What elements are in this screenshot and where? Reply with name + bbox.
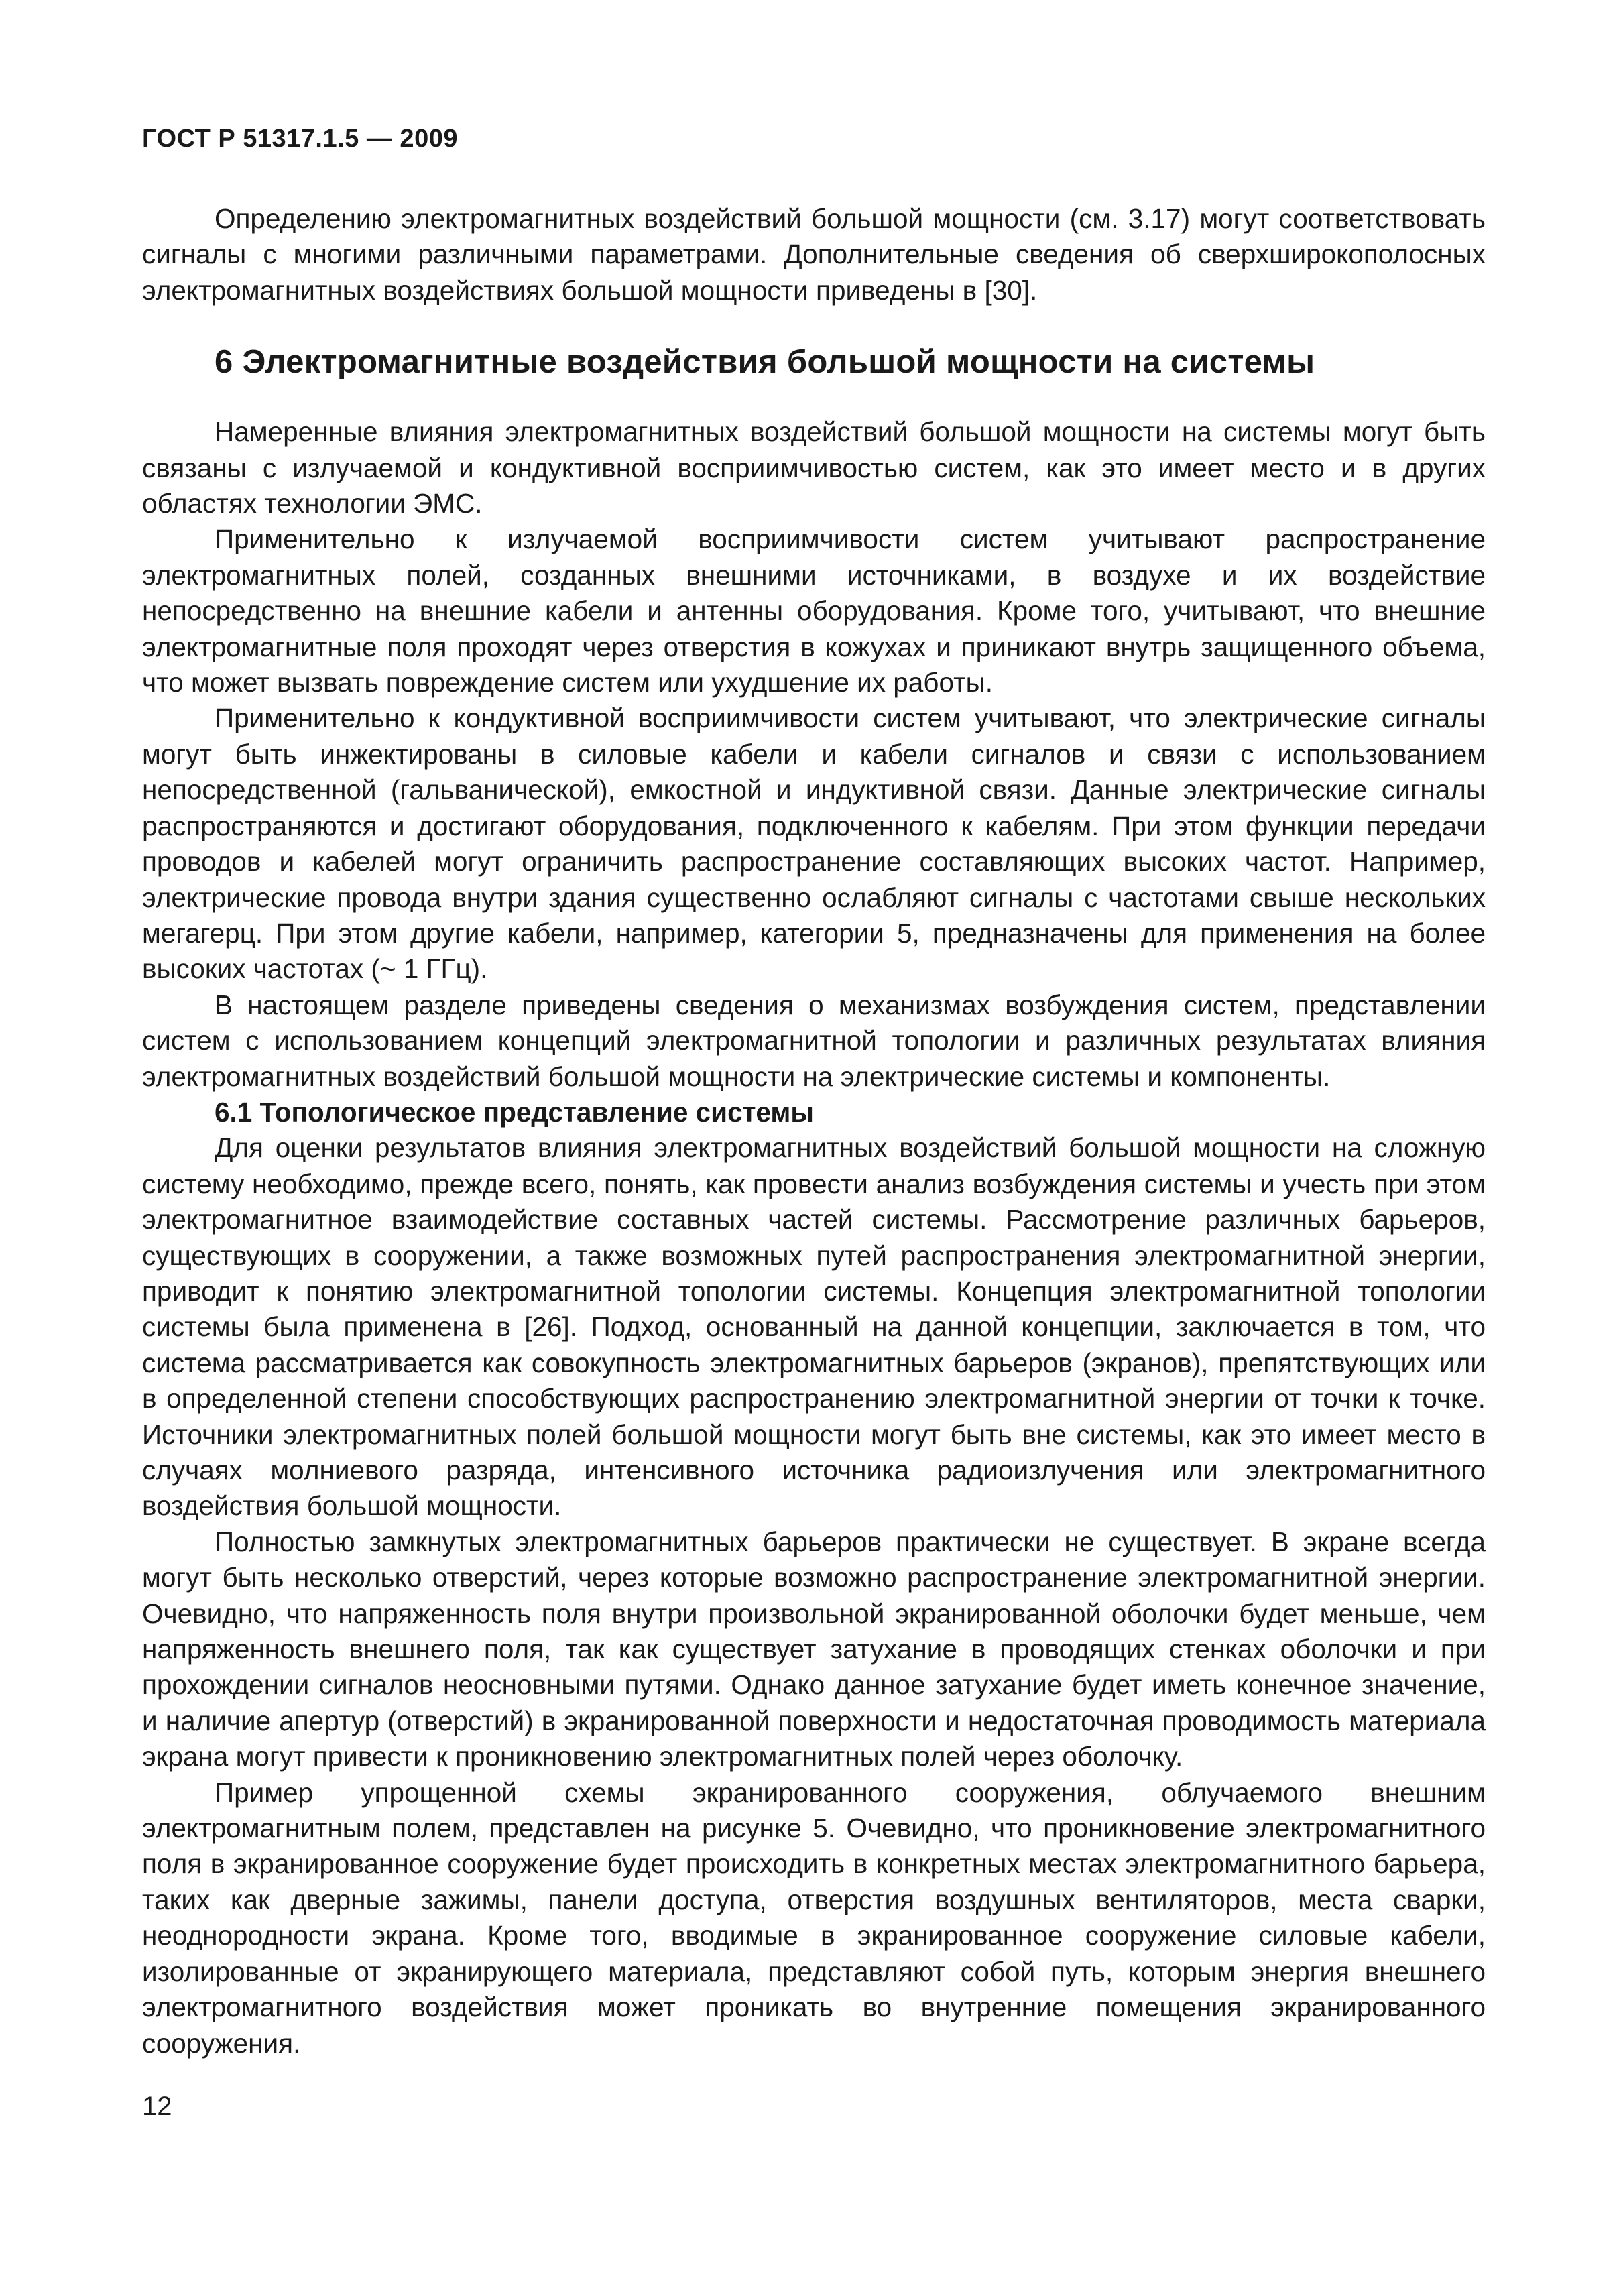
section-6-paragraph-4: В настоящем разделе приведены сведения о механизмах возбуждения систем, представлении систем с использованием концепций электромагнитной топологии и различных результатах влияния электромагнитных воздействий большой мощности на электрические системы и компоненты. [142,989,1486,1092]
section-6-paragraph-1: Намеренные влияния электромагнитных воздействий большой мощности на системы могут быть связаны с излучаемой и кондуктивной восприимчивостью систем, как это имеет место и в других областях технологии ЭМС. [142,416,1486,520]
section-6-heading: 6 Электромагнитные воздействия большой мощности на системы [215,344,1315,381]
document-code-header: ГОСТ Р 51317.1.5 — 2009 [142,125,458,153]
section-6-1-paragraph-3: Пример упрощенной схемы экранированного сооружения, облучаемого внешним электромагнитным полем, представлен на рисунке 5. Очевидно, что проникновение электромагнитного поля в экранированное сооружение будет происходить в конкретных местах электромагнитного барьера, таких как дверные зажимы, панели доступа, отверстия воздушных вентиляторов, места сварки, неоднородности экрана. Кроме того, вводимые в экранированное сооружение силовые кабели, изолированные от экранирующего материала, представляют собой путь, которым энергия внешнего электромагнитного воздействия может проникать во внутренние помещения экранированного сооружения. [142,1776,1486,2059]
page-number: 12 [142,2092,172,2121]
intro-paragraph: Определению электромагнитных воздействий большой мощности (см. 3.17) могут соответствовать сигналы с многими различными параметрами. Дополнительные сведения об сверхширокополосных электромагнитных воздействиях большой мощности приведены в [30]. [142,203,1486,306]
section-6-1-paragraph-2: Полностью замкнутых электромагнитных барьеров практически не существует. В экране всегда могут быть несколько отверстий, через которые возможно распространение электромагнитной энергии. Очевидно, что напряженность поля внутри произвольной экранированной оболочки будет меньше, чем напряженность внешнего поля, так как существует затухание в проводящих стенках оболочки и при прохождении сигналов неосновными путями. Однако данное затухание будет иметь конечное значение, и наличие апертур (отверстий) в экранированной поверхности и недостаточная проводимость материала экрана могут привести к проникновению электромагнитных полей через оболочку. [142,1526,1486,1772]
section-6-paragraph-2: Применительно к излучаемой восприимчивости систем учитывают распространение электромагнитных полей, созданных внешними источниками, в воздухе и их воздействие непосредственно на внешние кабели и антенны оборудования. Кроме того, учитывают, что внешние электромагнитные поля проходят через отверстия в кожухах и приникают внутрь защищенного объема, что может вызвать повреждение систем или ухудшение их работы. [142,524,1486,699]
document-body [142,201,1486,2061]
section-6-1-paragraph-1: Для оценки результатов влияния электромагнитных воздействий большой мощности на сложную систему необходимо, прежде всего, понять, как провести анализ возбуждения системы и учесть при этом электромагнитное взаимодействие составных частей системы. Рассмотрение различных барьеров, существующих в сооружении, а также возможных путей распространения электромагнитной энергии, приводит к понятию электромагнитной топологии системы. Концепция электромагнитной топологии системы была применена в [26]. Подход, основанный на данной концепции, заключается в том, что система рассматривается как совокупность электромагнитных барьеров (экранов), препятствующих или в определенной степени способствующих распространению электромагнитной энергии от точки к точке. Источники электромагнитных полей большой мощности могут быть вне системы, как это имеет место в случаях молниевого разряда, интенсивного источника радиоизлучения или электромагнитного воздействия большой мощности. [142,1132,1486,1522]
section-6-1-heading: 6.1 Топологическое представление системы [215,1096,814,1128]
section-6-paragraph-3: Применительно к кондуктивной восприимчивости систем учитывают, что электрические сигналы могут быть инжектированы в силовые кабели и кабели сигналов и связи с использованием непосредственной (гальванической), емкостной и индуктивной связи. Данные электрические сигналы распространяются и достигают оборудования, подключенного к кабелям. При этом функции передачи проводов и кабелей могут ограничить распространение составляющих высоких частот. Например, электрические провода внутри здания существенно ослабляют сигналы с частотами свыше нескольких мегагерц. При этом другие кабели, например, категории 5, предназначены для применения на более высоких частотах (~ 1 ГГц). [142,703,1486,985]
